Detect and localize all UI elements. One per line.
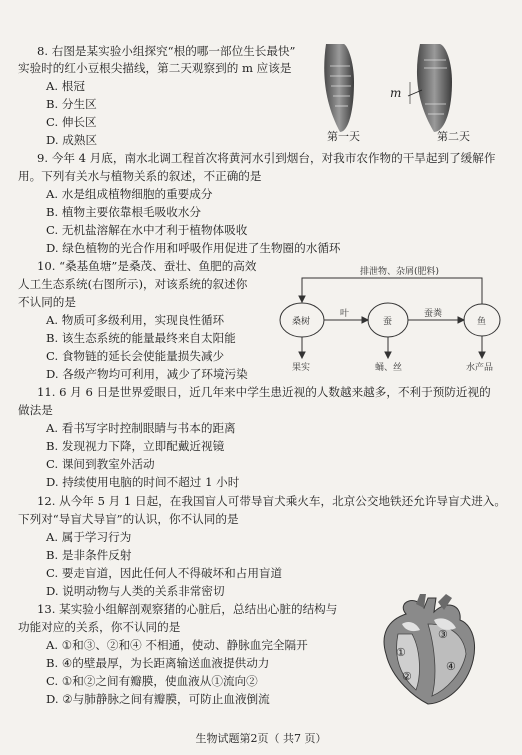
q10-stem-line2: 人工生态系统(右图所示)，对该系统的叙述你: [18, 277, 248, 291]
q10-option-b: B. 该生态系统的能量最终来自太阳能: [46, 331, 236, 345]
q13-option-c: C. ①和②之间有瓣膜，使血液从①流向②: [46, 674, 258, 688]
arrow-droppings-label: 蚕粪: [424, 309, 443, 319]
day1-root: [324, 44, 354, 132]
output-pupa-silk: 蛹、丝: [375, 363, 403, 373]
q9-option-a: A. 水是组成植物细胞的重要成分: [46, 187, 213, 201]
day2-caption: 第二天: [437, 130, 470, 143]
q9-stem-line1: 9. 今年 4 月底，南水北调工程首次将黄河水引到烟台，对我市农作物的干旱起到了缓解作: [37, 151, 496, 165]
q13-stem-line2: 功能对应的关系，你不认同的是: [18, 620, 181, 634]
fertilizer-label: 排泄物、杂屑(肥料): [360, 267, 440, 277]
node-fish: 鱼: [477, 317, 487, 327]
q10-stem-line3: 不认同的是: [18, 295, 76, 309]
q10-stem-line1: 10. “桑基鱼塘”是桑茂、蚕壮、鱼肥的高效: [37, 259, 257, 273]
q11-option-c: C. 课间到教室外活动: [46, 457, 155, 471]
heart-label-1: ①: [396, 646, 406, 659]
q8-option-b: B. 分生区: [46, 97, 97, 111]
node-silkworm: 蚕: [383, 317, 393, 327]
q13-option-a: A. ①和③、②和④ 不相通，使动、静脉血完全隔开: [46, 638, 308, 652]
q9-stem-line2: 用。下列有关水与植物关系的叙述，不正确的是: [18, 169, 262, 183]
q8-option-d: D. 成熟区: [46, 133, 98, 147]
ecosystem-diagram: [274, 262, 504, 374]
page-footer: 生物试题第2页（ 共7 页）: [195, 732, 327, 745]
q12-option-b: B. 是非条件反射: [46, 548, 132, 562]
heart-illustration: [376, 594, 486, 706]
q12-stem-line1: 12. 从今年 5 月 1 日起，在我国盲人可带导盲犬乘火车，北京公交地铁还允许导盲犬进入。: [37, 494, 506, 508]
q10-option-c: C. 食物链的延长会使能量损失减少: [46, 349, 225, 363]
q12-option-a: A. 属于学习行为: [46, 530, 132, 544]
q9-option-c: C. 无机盐溶解在水中才利于植物体吸收: [46, 223, 248, 237]
m-label: m: [390, 86, 402, 100]
q8-option-a: A. 根冠: [46, 79, 85, 93]
q12-option-d: D. 说明动物与人类的关系非常密切: [46, 584, 225, 598]
root-tip-figure: [318, 42, 494, 134]
q13-option-b: B. ④的壁最厚，为长距离输送血液提供动力: [46, 656, 270, 670]
q11-stem-line1: 11. 6 月 6 日是世界爱眼日，近几年来中学生患近视的人数越来越多，不利于预防近视的: [37, 385, 491, 399]
q8-option-c: C. 伸长区: [46, 115, 97, 129]
node-mulberry: 桑树: [292, 317, 311, 327]
q12-option-c: C. 要走盲道，因此任何人不得破坏和占用盲道: [46, 566, 283, 580]
q12-stem-line2: 下列对“导盲犬导盲”的认识，你不认同的是: [18, 512, 239, 526]
day1-caption: 第一天: [327, 130, 360, 143]
q11-option-a: A. 看书写字时控制眼睛与书本的距离: [46, 421, 236, 435]
q9-option-b: B. 植物主要依靠根毛吸收水分: [46, 205, 202, 219]
output-fruit: 果实: [292, 363, 311, 373]
q11-stem-line2: 做法是: [18, 403, 53, 417]
q8-stem-line2: 实验时的红小豆根尖描线，第二天观察到的 m 应该是: [18, 61, 292, 75]
day2-root: [408, 44, 452, 132]
q8-stem-line1: 8. 右图是某实验小组探究“根的哪一部位生长最快”: [37, 44, 296, 58]
heart-label-4: ④: [446, 660, 456, 673]
q11-option-d: D. 持续使用电脑的时间不超过 1 小时: [46, 475, 240, 489]
q10-option-d: D. 各级产物均可利用，减少了环境污染: [46, 367, 248, 381]
q13-stem-line1: 13. 某实验小组解剖观察猪的心脏后，总结出心脏的结构与: [37, 602, 338, 616]
heart-label-3: ③: [438, 628, 448, 641]
q10-option-a: A. 物质可多级利用，实现良性循环: [46, 313, 225, 327]
arrow-leaf-label: 叶: [340, 309, 350, 319]
output-aquatic: 水产品: [466, 363, 494, 373]
heart-label-2: ②: [402, 670, 412, 683]
q13-option-d: D. ②与肺静脉之间有瓣膜，可防止血液倒流: [46, 692, 270, 706]
q11-option-b: B. 发现视力下降，立即配戴近视镜: [46, 439, 225, 453]
q9-option-d: D. 绿色植物的光合作用和呼吸作用促进了生物圈的水循环: [46, 241, 341, 255]
